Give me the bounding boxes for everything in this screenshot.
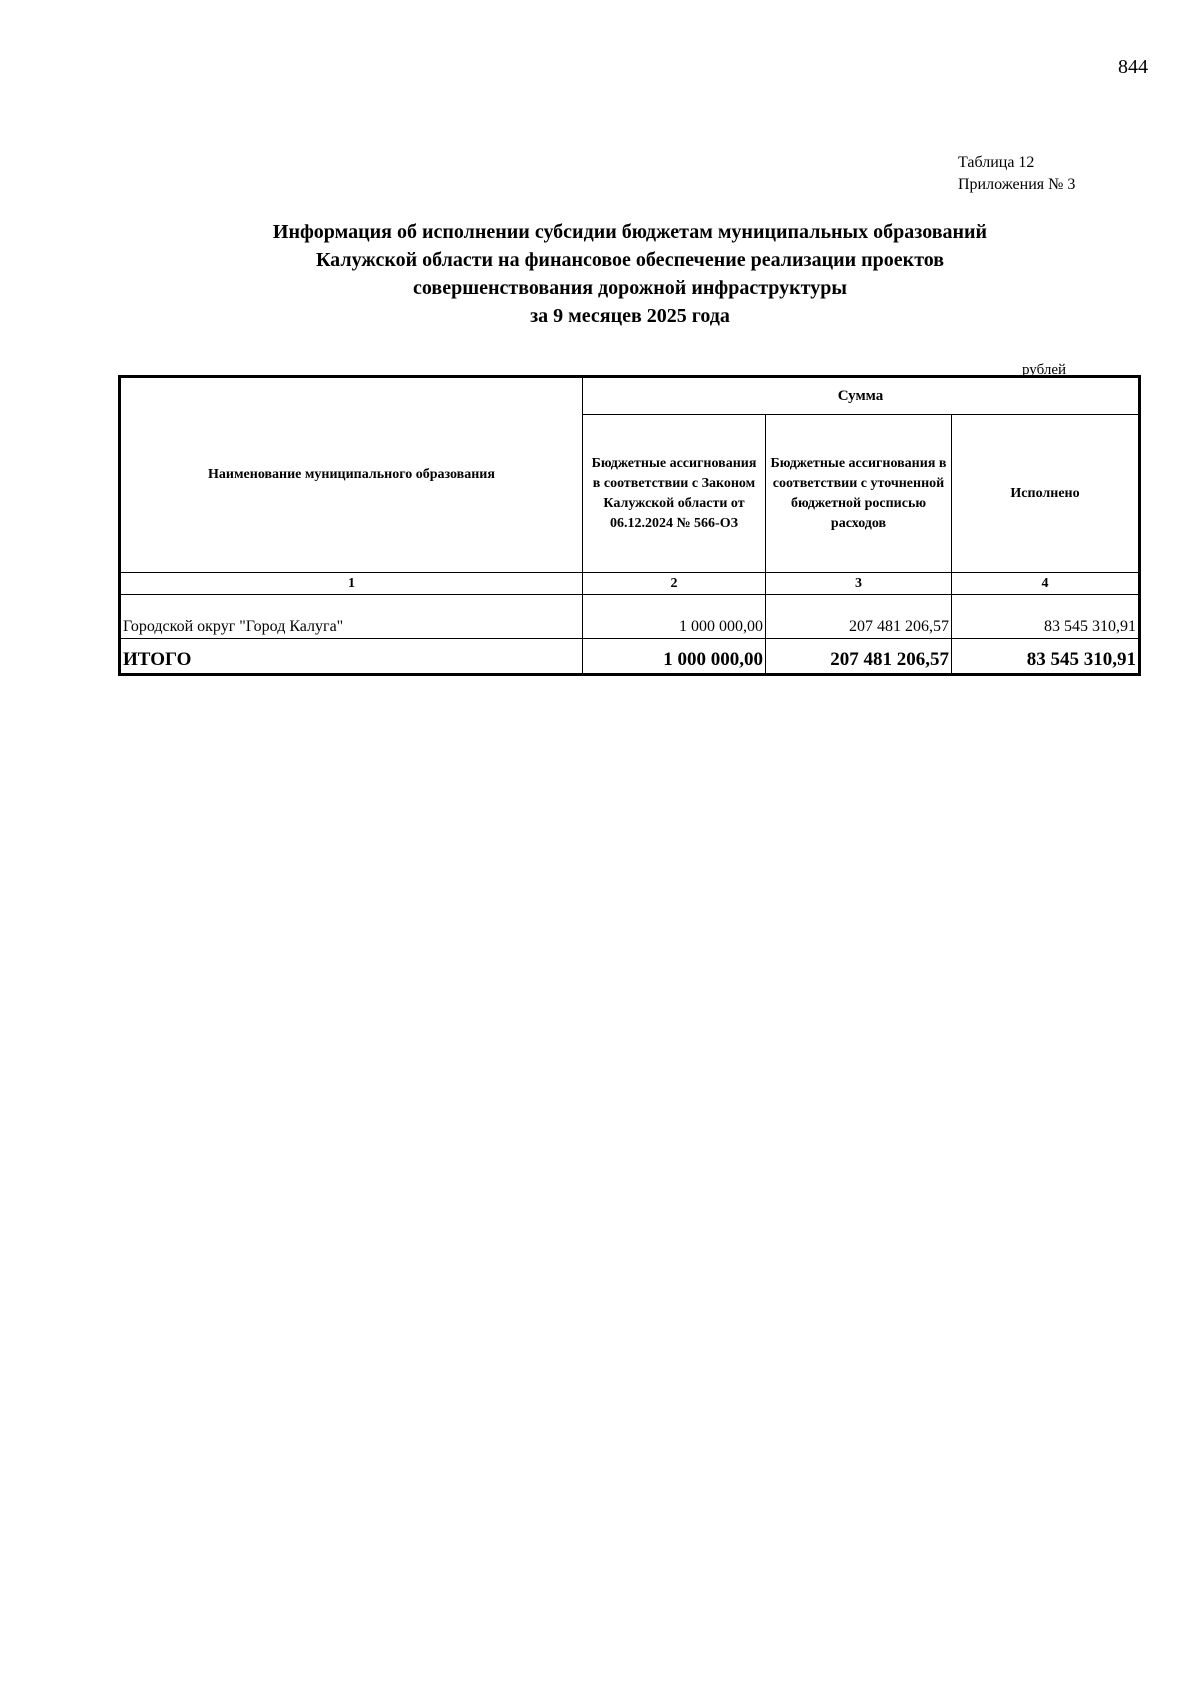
- header-revised-allocation: Бюджетные ассигнования в соответствии с уточненной бюджетной росписью расходов: [766, 415, 952, 573]
- column-number: 4: [952, 573, 1140, 595]
- table-row: [120, 595, 1140, 639]
- header-sum: Сумма: [583, 377, 1140, 415]
- revised-allocation-value: 207 481 206,57: [766, 595, 952, 639]
- municipality-name: Городской округ "Город Калуга": [120, 595, 583, 639]
- column-number: 1: [120, 573, 583, 595]
- header-law-allocation: Бюджетные ассигнования в соответствии с Законом Калужской области от 06.12.2024 № 566-ОЗ: [583, 415, 766, 573]
- law-allocation-value: 1 000 000,00: [583, 595, 766, 639]
- total-revised-allocation: 207 481 206,57: [766, 639, 952, 675]
- title-line-3: совершенствования дорожной инфраструктуры: [413, 277, 847, 299]
- column-number: 2: [583, 573, 766, 595]
- header-municipality-name: Наименование муниципального образования: [120, 377, 583, 573]
- total-label: ИТОГО: [120, 639, 583, 675]
- column-number: 3: [766, 573, 952, 595]
- total-executed: 83 545 310,91: [952, 639, 1140, 675]
- column-number-row: [120, 573, 1140, 595]
- table-reference: [958, 152, 1075, 196]
- table-label: Таблица 12: [958, 154, 1035, 171]
- total-law-allocation: 1 000 000,00: [583, 639, 766, 675]
- header-executed: Исполнено: [952, 415, 1140, 573]
- title-line-1: Информация об исполнении субсидии бюджетам муниципальных образований: [272, 221, 988, 243]
- executed-value: 83 545 310,91: [952, 595, 1140, 639]
- title-line-2: Калужской области на финансовое обеспечение реализации проектов: [315, 249, 945, 271]
- units-label: рублей: [1022, 362, 1067, 378]
- appendix-label: Приложения № 3: [958, 176, 1076, 193]
- page-number: 844: [1118, 56, 1148, 78]
- document-title: [200, 218, 1060, 330]
- title-line-4: за 9 месяцев 2025 года: [530, 305, 730, 327]
- subsidy-table: [118, 375, 1141, 676]
- table-header-row: [120, 377, 1140, 415]
- total-row: [120, 639, 1140, 675]
